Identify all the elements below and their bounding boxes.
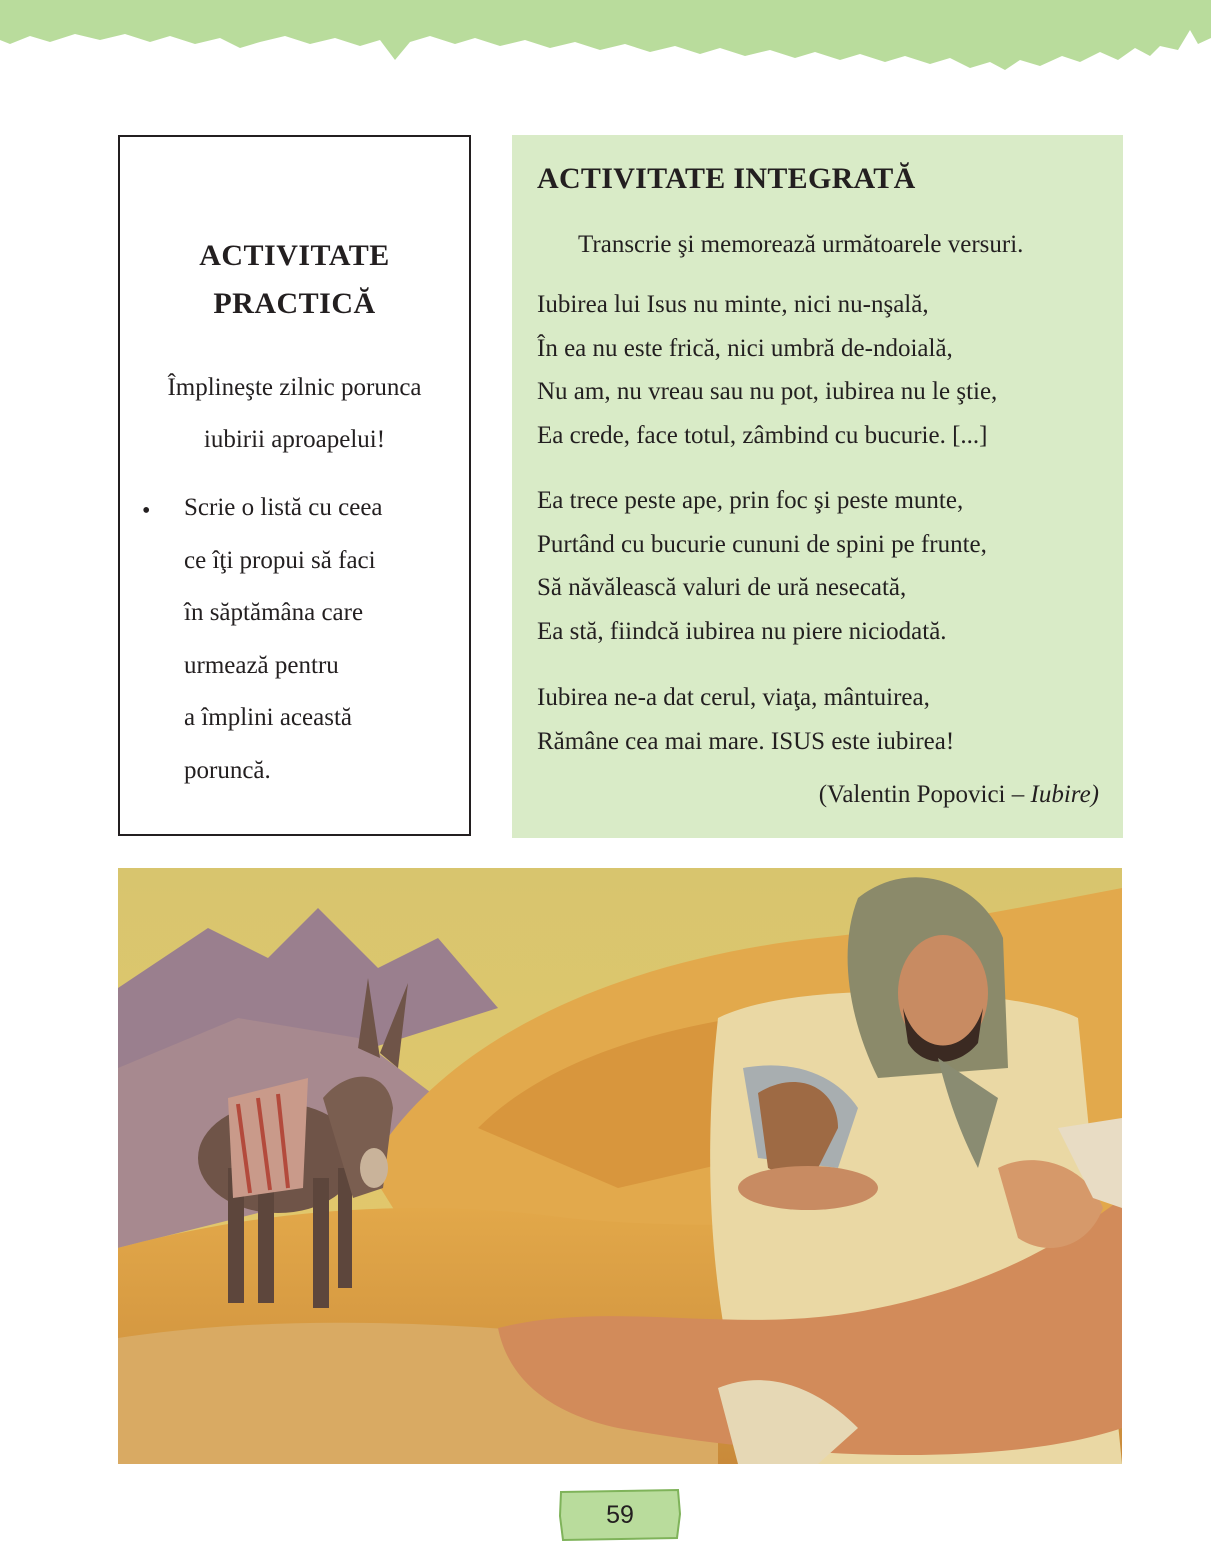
poem-citation <box>819 775 1099 815</box>
poem-line: Să năvălească valuri de ură nesecată, <box>537 574 907 601</box>
practical-title-line: ACTIVITATE <box>199 239 390 272</box>
integrated-activity-box <box>512 135 1123 838</box>
citation-title: Iubire) <box>1030 781 1099 808</box>
bullet-line: urmează pentru <box>184 651 339 679</box>
practical-activity-title <box>120 232 469 328</box>
practical-activity-lead <box>120 362 469 466</box>
integrated-activity-instruction: Transcrie şi memorează următoarele versuri. <box>578 231 1024 258</box>
top-decorative-band <box>0 0 1211 80</box>
poem-line: În ea nu este frică, nici umbră de-ndoială, <box>537 334 953 362</box>
poem-line: Purtând cu bucurie cununi de spini pe frunte, <box>537 530 987 558</box>
poem-line: Ea trece peste ape, prin foc şi peste munte, <box>537 487 964 514</box>
page-number: 59 <box>606 1500 634 1529</box>
page-number-box <box>558 1488 682 1542</box>
poem-line: Nu am, nu vreau sau nu pot, iubirea nu le ştie, <box>537 378 998 405</box>
bullet-line: a împlini această <box>184 704 352 731</box>
practical-title-line: PRACTICĂ <box>213 287 376 320</box>
practical-activity-box <box>118 135 471 836</box>
practical-bullet-text <box>184 482 464 797</box>
bullet-line: în săptămâna care <box>184 599 364 626</box>
lead-line: Împlineşte zilnic porunca <box>167 374 422 401</box>
poem-line: Ea stă, fiindcă iubirea nu piere niciodată. <box>537 617 947 645</box>
integrated-activity-title: ACTIVITATE INTEGRATĂ <box>537 162 916 195</box>
bullet-line: poruncă. <box>184 756 271 784</box>
poem-line: Iubirea ne-a dat cerul, viaţa, mântuirea, <box>537 684 930 711</box>
poem-stanza <box>537 283 997 457</box>
lead-line: iubirii aproapelui! <box>203 426 386 453</box>
bullet-icon: • <box>142 498 151 524</box>
poem-line: Rămâne cea mai mare. ISUS este iubirea! <box>537 727 955 755</box>
bullet-line: ce îţi propui să faci <box>184 546 376 574</box>
bullet-line: Scrie o listă cu ceea <box>184 494 383 521</box>
poem-stanza <box>537 676 954 763</box>
poem-line: Iubirea lui Isus nu minte, nici nu-nşală, <box>537 291 929 318</box>
good-samaritan-illustration <box>118 868 1122 1464</box>
citation-author: (Valentin Popovici – <box>818 781 1031 808</box>
poem-line: Ea crede, face totul, zâmbind cu bucurie. [...] <box>537 421 988 449</box>
poem-stanza <box>537 479 987 653</box>
